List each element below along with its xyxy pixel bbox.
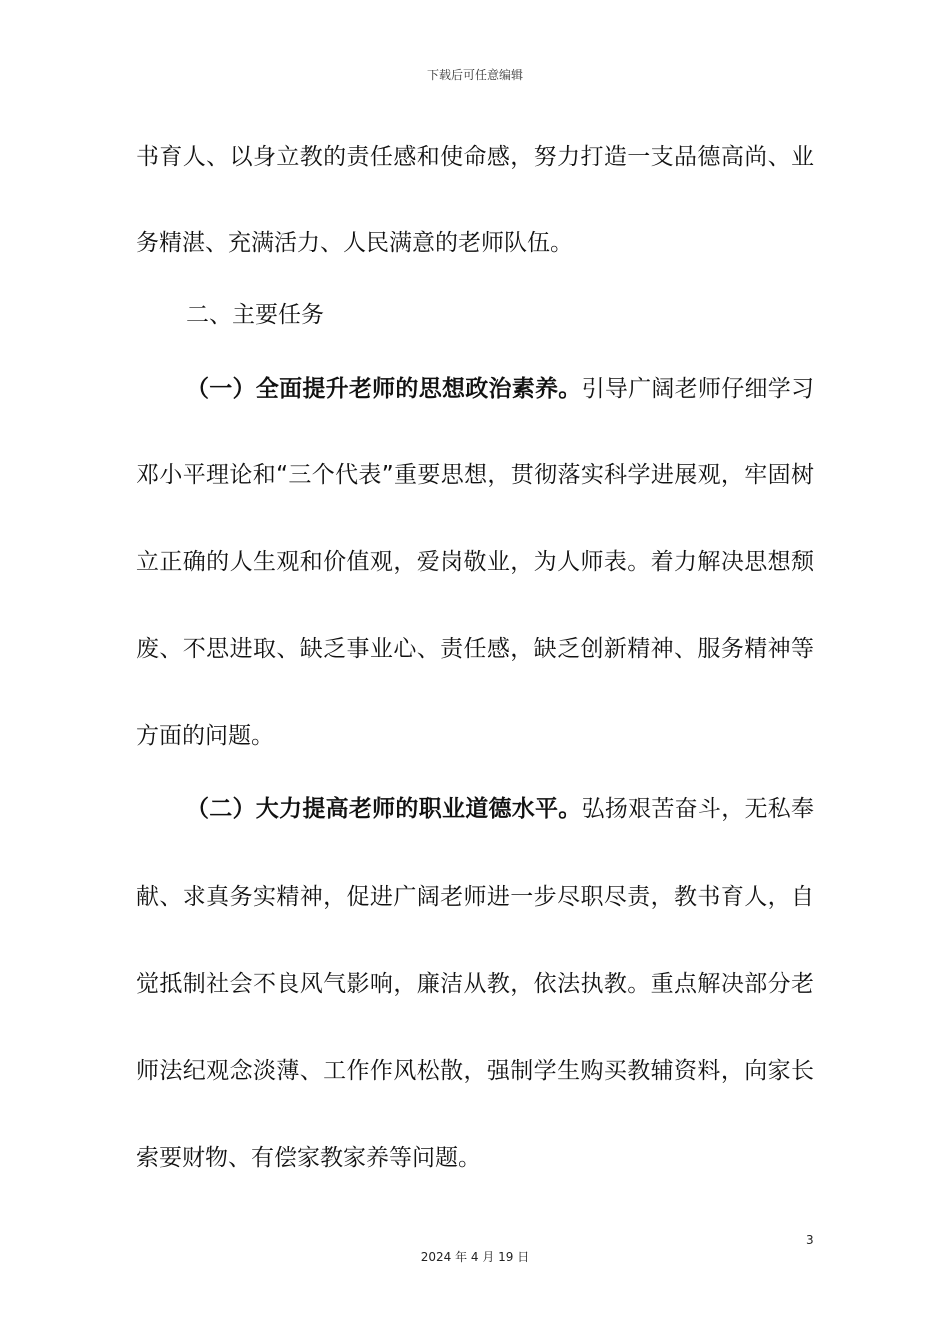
paragraph-line: 立正确的人生观和价值观，爱岗敬业，为人师表。着力解决思想颓 bbox=[136, 549, 814, 575]
page-header: 下载后可任意编辑 bbox=[426, 68, 523, 82]
paragraph-line: 索要财物、有偿家教家养等问题。 bbox=[136, 1145, 481, 1171]
paragraph-line: 务精湛、充满活力、人民满意的老师队伍。 bbox=[136, 230, 573, 256]
paragraph-line: 觉抵制社会不良风气影响，廉洁从教，依法执教。重点解决部分老 bbox=[136, 971, 814, 997]
paragraph-text: 引导广阔老师仔细学习 bbox=[581, 376, 815, 402]
paragraph-line: 师法纪观念淡薄、工作作风松散，强制学生购买教辅资料，向家长 bbox=[136, 1058, 814, 1084]
paragraph-line bbox=[186, 370, 814, 403]
section-heading: 二、主要任务 bbox=[186, 302, 324, 328]
subsection-heading: （二）大力提高老师的职业道德水平。 bbox=[186, 796, 582, 822]
paragraph-line: 书育人、以身立教的责任感和使命感，努力打造一支品德高尚、业 bbox=[136, 144, 814, 170]
paragraph-line: 方面的问题。 bbox=[136, 723, 274, 749]
footer-date: 2024 年 4 月 19 日 bbox=[420, 1250, 530, 1264]
page-number: 3 bbox=[806, 1233, 814, 1247]
subsection-heading: （一）全面提升老师的思想政治素养。 bbox=[186, 376, 582, 402]
paragraph-text: 弘扬艰苦奋斗，无私奉 bbox=[581, 796, 815, 822]
paragraph-line: 邓小平理论和“三个代表”重要思想，贯彻落实科学进展观，牢固树 bbox=[136, 462, 814, 488]
paragraph-line: 废、不思进取、缺乏事业心、责任感，缺乏创新精神、服务精神等 bbox=[136, 636, 814, 662]
paragraph-line bbox=[186, 790, 814, 823]
paragraph-line: 献、求真务实精神，促进广阔老师进一步尽职尽责，教书育人，自 bbox=[136, 884, 814, 910]
